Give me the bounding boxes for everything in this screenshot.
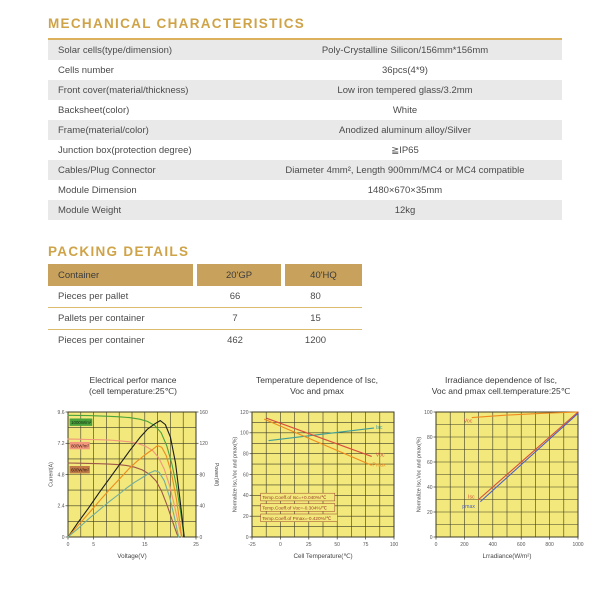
mech-row (48, 120, 562, 140)
svg-text:0: 0 (245, 534, 249, 541)
mech-row (48, 180, 562, 200)
svg-text:1000W/m²: 1000W/m² (71, 420, 92, 425)
svg-text:600: 600 (517, 542, 526, 548)
svg-text:7.2: 7.2 (57, 441, 65, 447)
packing-header-cell: 40'HQ (285, 264, 362, 286)
mech-row (48, 160, 562, 180)
chart-title: Electrical perfor mance (cell temperature:25℃) (89, 375, 177, 397)
svg-text:2.4: 2.4 (57, 503, 65, 510)
charts-row (44, 375, 600, 576)
mech-row-value: Poly-Crystalline Silicon/156mm*156mm (321, 44, 489, 56)
packing-header-row (48, 264, 362, 286)
svg-text:Power(W): Power(W) (213, 462, 219, 487)
svg-text:40: 40 (199, 503, 206, 510)
svg-text:120: 120 (240, 409, 249, 416)
chart-plot (412, 405, 590, 576)
chart-figure-1 (44, 375, 222, 576)
packing-row-value: 66 (229, 291, 241, 302)
mech-row-label: Cables/Plug Connector (58, 164, 156, 176)
mech-row-value: Diameter 4mm², Length 900mm/MC4 or MC4 compatible (285, 164, 525, 176)
chart-title: Temperature dependence of Isc, Voc and pmax (256, 375, 378, 397)
svg-text:9.6: 9.6 (57, 409, 65, 416)
svg-text:pmax: pmax (462, 504, 475, 510)
chart-figure-3 (412, 375, 590, 576)
svg-text:40: 40 (242, 493, 249, 500)
mech-row-value: Low iron tempered glass/3.2mm (337, 84, 473, 96)
mech-row (48, 140, 562, 160)
mech-row-label: Frame(material/color) (58, 124, 149, 136)
packing-row-value: 80 (310, 291, 321, 302)
mech-row (48, 100, 562, 120)
svg-text:100: 100 (240, 430, 249, 437)
svg-text:0: 0 (199, 534, 203, 541)
mech-row-value: 1480×670×35mm (367, 184, 443, 196)
packing-header-cell: 20'GP (197, 264, 281, 286)
svg-text:0: 0 (434, 542, 438, 548)
packing-table (48, 264, 362, 351)
svg-text:25: 25 (193, 542, 199, 548)
packing-title: PACKING DETAILS (48, 244, 190, 259)
packing-row (48, 330, 362, 351)
svg-text:0: 0 (61, 534, 65, 541)
svg-text:75: 75 (362, 542, 369, 548)
chart-canvas (44, 405, 222, 571)
svg-text:Temp.Coeff.of Isc=+0.040%/℃: Temp.Coeff.of Isc=+0.040%/℃ (262, 495, 327, 500)
mech-row-value: White (392, 104, 418, 116)
svg-text:20: 20 (242, 514, 249, 520)
svg-text:Cell Temperature(℃): Cell Temperature(℃) (293, 553, 353, 560)
svg-text:200: 200 (460, 542, 469, 548)
packing-row (48, 286, 362, 308)
svg-text:40: 40 (426, 484, 433, 491)
packing-row-value: 462 (227, 335, 243, 346)
svg-text:400: 400 (488, 542, 497, 548)
svg-text:60: 60 (242, 472, 249, 479)
svg-text:15: 15 (142, 542, 148, 548)
svg-text:Lrradiance(W/m²): Lrradiance(W/m²) (482, 553, 532, 560)
svg-text:4.8: 4.8 (57, 472, 65, 479)
svg-text:Voc: Voc (375, 452, 385, 459)
mechanical-title: MECHANICAL CHARACTERISTICS (48, 16, 306, 31)
mech-row-label: Backsheet(color) (58, 104, 130, 116)
mech-row-label: Front cover(material/thickness) (58, 84, 189, 96)
svg-text:Voltage(V): Voltage(V) (117, 553, 147, 560)
svg-text:100: 100 (424, 409, 433, 416)
mech-row-label: Solar cells(type/dimension) (58, 44, 173, 56)
svg-text:800: 800 (545, 542, 554, 548)
mech-row-label: Cells number (58, 64, 114, 76)
chart-plot (228, 405, 406, 576)
svg-text:800W/m²: 800W/m² (71, 443, 89, 449)
svg-text:Pmax: Pmax (372, 462, 386, 469)
mechanical-section (48, 16, 562, 220)
mech-row (48, 60, 562, 80)
mech-row (48, 40, 562, 60)
mech-row-value: Anodized aluminum alloy/Silver (338, 124, 471, 136)
svg-text:1000: 1000 (572, 542, 584, 548)
svg-text:Temp.Coeff.of Pmax=-0.420%/℃: Temp.Coeff.of Pmax=-0.420%/℃ (262, 515, 332, 521)
packing-row-label: Pieces per container (58, 335, 145, 346)
datasheet-page (0, 16, 600, 616)
packing-row-value: 7 (232, 313, 238, 324)
svg-text:80: 80 (199, 472, 206, 479)
svg-text:80: 80 (426, 434, 433, 441)
packing-row-value: 1200 (304, 335, 327, 346)
mech-row (48, 200, 562, 220)
svg-text:50: 50 (334, 542, 340, 548)
mech-row (48, 80, 562, 100)
packing-section (48, 244, 562, 351)
svg-text:120: 120 (199, 441, 208, 447)
chart-plot (44, 405, 222, 576)
mech-row-label: Junction box(protection degree) (58, 144, 192, 156)
svg-text:Normalize Isc,Voc and pmax(%): Normalize Isc,Voc and pmax(%) (232, 436, 239, 513)
svg-text:Current(A): Current(A) (48, 462, 55, 487)
packing-row-label: Pallets per container (58, 313, 145, 324)
svg-text:-25: -25 (248, 542, 256, 548)
mechanical-table (48, 38, 562, 220)
chart-title: Irradiance dependence of Isc, Voc and pmax cell.temperature:25℃ (431, 375, 571, 397)
mech-row-value: 36pcs(4*9) (382, 64, 428, 76)
svg-text:80: 80 (242, 451, 249, 458)
chart-canvas (228, 405, 406, 571)
svg-text:25: 25 (306, 542, 312, 548)
svg-text:0: 0 (279, 542, 282, 548)
svg-text:Isc: Isc (375, 425, 383, 432)
packing-row-label: Pieces per pallet (58, 291, 129, 302)
svg-text:100: 100 (389, 542, 399, 548)
svg-text:Normalize Isc,Voc and pmax(%): Normalize Isc,Voc and pmax(%) (416, 436, 423, 513)
mech-row-label: Module Weight (58, 204, 122, 216)
svg-text:600W/m²: 600W/m² (71, 467, 89, 473)
svg-text:0: 0 (429, 534, 433, 541)
svg-text:60: 60 (426, 459, 433, 466)
svg-text:5: 5 (92, 542, 95, 548)
packing-row (48, 308, 362, 330)
mech-row-value: 12kg (394, 204, 416, 216)
packing-header-cell: Container (48, 264, 193, 286)
chart-figure-2 (228, 375, 406, 576)
packing-row-value: 15 (310, 313, 321, 324)
svg-text:Voc: Voc (463, 418, 473, 425)
svg-text:0: 0 (66, 542, 70, 548)
mech-row-label: Module Dimension (58, 184, 137, 196)
mech-row-value: ≧IP65 (391, 144, 419, 156)
svg-text:Isc: Isc (468, 494, 475, 501)
svg-text:Temp.Coeff.of Voc=-0.304%/℃: Temp.Coeff.of Voc=-0.304%/℃ (262, 505, 328, 511)
chart-canvas (412, 405, 590, 571)
svg-text:160: 160 (199, 409, 208, 416)
svg-text:20: 20 (426, 509, 433, 516)
